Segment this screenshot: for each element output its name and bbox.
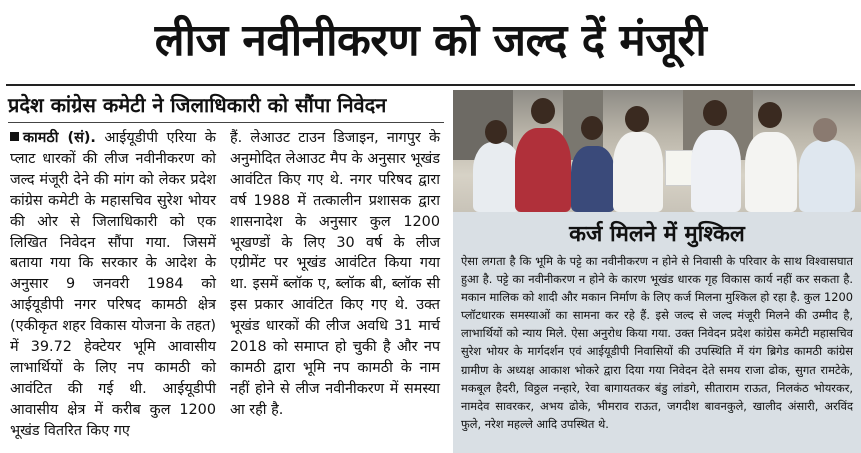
news-photo [453, 90, 861, 212]
subheadline: प्रदेश कांग्रेस कमेटी ने जिलाधिकारी को सौंपा निवेदन [8, 93, 387, 117]
headline-divider [6, 84, 855, 86]
sidebar-box [453, 212, 861, 453]
sidebar-title: कर्ज मिलने में मुश्किल [569, 222, 745, 247]
article-column-1 [10, 128, 216, 442]
article-column-2 [230, 128, 440, 421]
dateline: कामठी (सं). [23, 130, 96, 146]
headline: लीज नवीनीकरण को जल्द दें मंजूरी [154, 15, 707, 66]
article-text-1: आईयूडीपी एरिया के प्लाट धारकों की लीज नवीनीकरण को जल्द मंजूरी देने की मांग को लेकर प्रदेश कांग्रेस कमेटी के महासचिव सुरेश भोयर की ओर से जिलाधिकारी को एक लिखित निवेदन सौंपा गया. जिसमें बताया गया कि सरकार के आदेश के अनुसार 9 जनवरी 1984 को आईयूडीपी नगर परिषद कामठी क्षेत्र (एकीकृत शहर विकास योजना के तहत) में 39.72 हेक्टेयर भूमि आवासीय लाभार्थियों के लिए नप कामठी को आवंटित की गई थी. आईयूडीपी आवासीय क्षेत्र में करीब कुल 1200 भूखंड वितरित किए गए [10, 130, 216, 439]
bullet-square-icon [10, 132, 19, 141]
article-text-2: हैं. लेआउट टाउन डिजाइन, नागपुर के अनुमोदित लेआउट मैप के अनुसार भूखंड आवंटित किए गए थे. नगर परिषद द्वारा वर्ष 1988 में तत्कालीन प्रशासक द्वारा शासनादेश के अनुसार कुल 1200 भूखण्डों के लिए 30 वर्ष के लीज एग्रीमेंट पर भूखंड आवंटित किया गया था. इसमें ब्लॉक ए, ब्लॉक बी, ब्लॉक सी इस प्रकार आवंटित किए गए थे. उक्त भूखंड धारकों की लीज अवधि 31 मार्च 2018 को समाप्त हो चुकी है और नप कामठी द्वारा भूमि नप कामठी के नाम नहीं होने से लीज नवीनीकरण में समस्या आ रही है. [230, 130, 440, 418]
sidebar-text: ऐसा लगता है कि भूमि के पट्टे का नवीनीकरण न होने से निवासी के परिवार के साथ विश्वासघात हुआ है. पट्टे का नवीनीकरण न होने के कारण भूखंड धारक गृह विकास कार्य नहीं कर सकता है. मकान मालिक को शादी और मकान निर्माण के लिए कर्ज मिलना मुश्किल हो रहा है. कुल 1200 प्लॉटधारक समस्याओं का सामना कर रहे हैं. इसे जल्द से जल्द मंजूरी मिलने की उम्मीद है, लाभार्थियों को न्याय मिले. ऐसा अनुरोध किया गया. उक्त निवेदन प्रदेश कांग्रेस कमेटी महासचिव सुरेश भोयर के मार्गदर्शन एवं आईयूडीपी निवासियों की उपस्थिति में यंग ब्रिगेड कामठी कांग्रेस ग्रामीण के अध्यक्ष आकाश भोकरे द्वारा दिया गया निवेदन देते समय राजा ढोक, सुगत रामटेके, मकबूल हैदरी, विठ्ठल नन्हारे, रेवा बागायतकर बंडु लांडगे, सीताराम राऊत, निलकंठ भोयरकर, नामदेव सावरकर, अभय ढोके, भीमराव राऊत, जगदीश बावनकुले, खालीद अंसारी, अरविंद फुले, नरेश महल्ले आदि उपस्थित थे. [461, 254, 853, 431]
subheadline-rule [8, 122, 444, 123]
